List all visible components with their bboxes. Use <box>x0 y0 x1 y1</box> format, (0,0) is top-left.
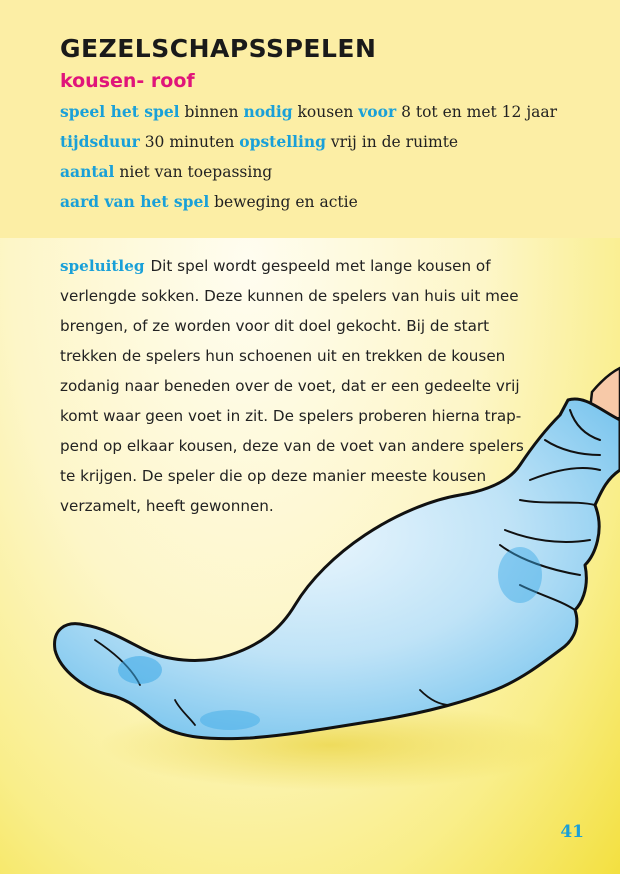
description-lead: speluitleg <box>60 257 145 275</box>
meta-keyword: voor <box>358 102 397 121</box>
page-title: GEZELSCHAPSSPELEN <box>60 34 377 63</box>
description-line: trekken de spelers hun schoenen uit en trekken de kousen <box>60 347 506 365</box>
meta-line-1 <box>60 102 557 121</box>
meta-keyword: opstelling <box>239 132 326 151</box>
meta-value: 8 tot en met 12 jaar <box>396 103 558 121</box>
page-number: 41 <box>560 822 584 842</box>
description-line: verlengde sokken. Deze kunnen de spelers van huis uit mee <box>60 287 519 305</box>
meta-value: vrij in de ruimte <box>325 133 459 151</box>
description-line: te krijgen. De speler die op deze manier meeste kousen <box>60 467 487 485</box>
meta-value: kousen <box>292 103 359 121</box>
game-subtitle: kousen- roof <box>60 70 195 92</box>
meta-value: niet van toepassing <box>114 163 273 181</box>
meta-line-4 <box>60 192 358 211</box>
meta-line-3 <box>60 162 272 181</box>
meta-value: beweging en actie <box>209 193 358 211</box>
description-line: verzamelt, heeft gewonnen. <box>60 497 274 515</box>
game-description <box>60 251 530 521</box>
meta-value: binnen <box>179 103 244 121</box>
meta-keyword: tijdsduur <box>60 132 140 151</box>
meta-keyword: nodig <box>243 102 293 121</box>
description-line: komt waar geen voet in zit. De spelers proberen hierna trap- <box>60 407 522 425</box>
meta-value: 30 minuten <box>139 133 240 151</box>
meta-keyword: aantal <box>60 162 115 181</box>
description-line: zodanig naar beneden over de voet, dat er een gedeelte vrij <box>60 377 520 395</box>
meta-keyword: aard van het spel <box>60 192 210 211</box>
description-line: pend op elkaar kousen, deze van de voet van andere spelers <box>60 437 524 455</box>
meta-keyword: speel het spel <box>60 102 180 121</box>
meta-line-2 <box>60 132 458 151</box>
description-line: Dit spel wordt gespeeld met lange kousen of <box>150 257 491 275</box>
description-line: brengen, of ze worden voor dit doel gekocht. Bij de start <box>60 317 490 335</box>
